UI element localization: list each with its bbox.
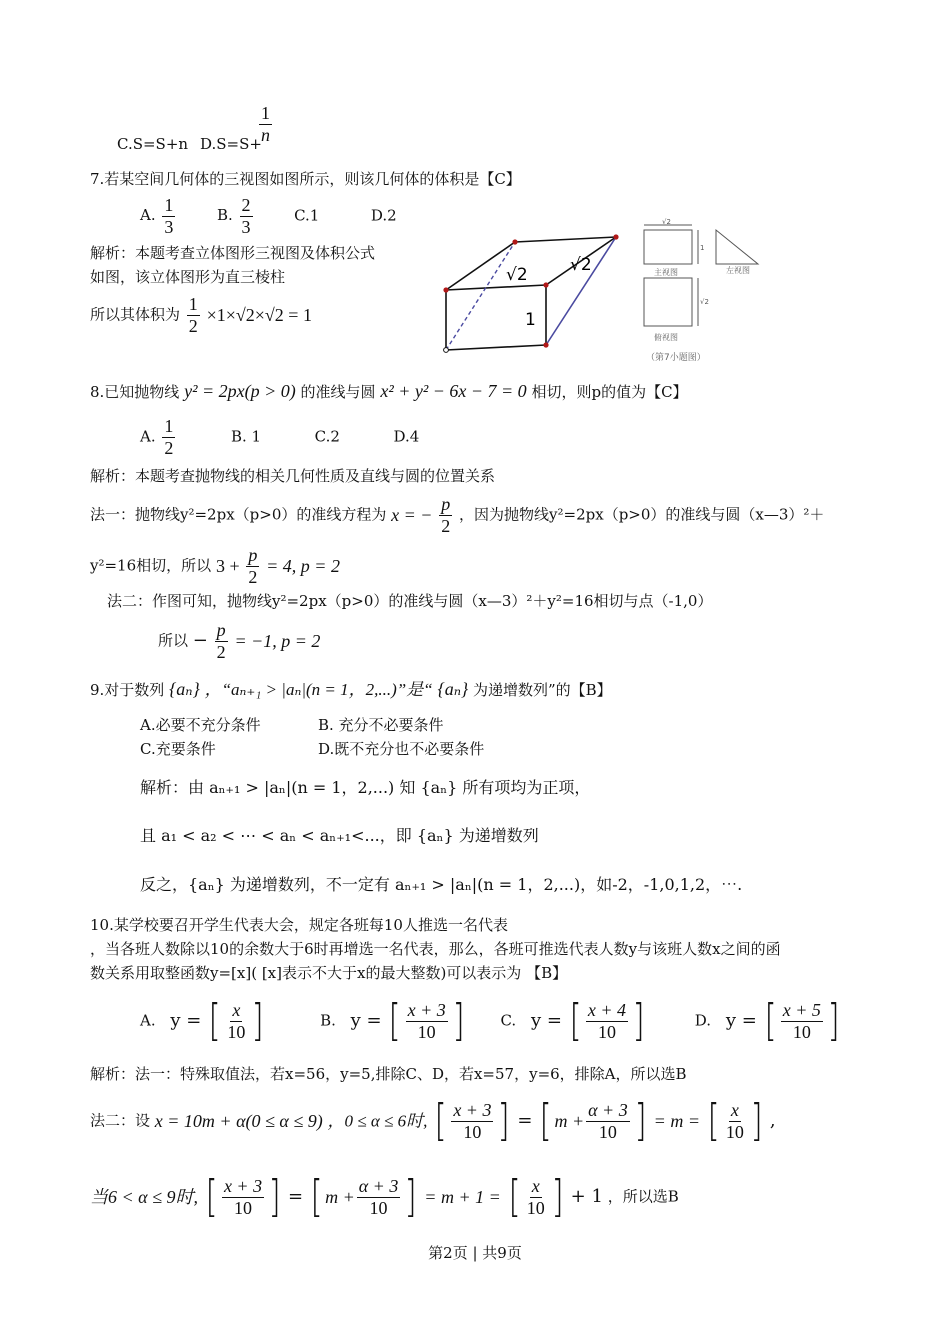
q8-method1-line1: 法一：抛物线y²=2px（p>0）的准线方程为 x = − $\frac{p}{2}$ ，因为抛物线y²=2px（p>0）的准线与圆（x—3）²＋ (90, 494, 825, 536)
q10-method2: 法二：设 x = 10m + α(0 ≤ α ≤ 9) ，0 ≤ α ≤ 6时, [ $\frac{x + 3}{10}$ ] = [ m + $\frac{\alpha + 3}{10}$ ] = m = [ $\frac{x}{10}$ ] , (90, 1095, 776, 1146)
prism-label-sqrt2-a: √2 (506, 265, 528, 285)
q7-volume: 所以其体积为 $\frac{1}{2}$ ×1×√2×√2 = 1 (90, 294, 312, 336)
q9-analysis-line3: 反之，{aₙ} 为递增数列，不一定有 aₙ₊₁ > |aₙ|(n = 1，2,...)，如-2，-1,0,1,2，⋯. (140, 875, 743, 894)
q7-prism-figure (430, 225, 630, 360)
q10-options: A. y = [ $\frac{x}{10}$ ] B. y = [ $\frac{x + 3}{10}$ ] C. y = [ $\frac{x + 4}{10}$ ] D. y = [ $\frac{x + 5}{10}$ ] (140, 995, 840, 1046)
q6-option-d-fraction: $\frac{1}{n}$ (261, 103, 270, 145)
q10-stem-line2: ，当各班人数除以10的余数大于6时再增选一名代表，那么，各班可推选代表人数y与该班人数x之间的函 (90, 940, 781, 958)
q10-stem-line1: 10.某学校要召开学生代表大会，规定各班每10人推选一名代表 (90, 916, 508, 934)
q9-option-c: C.充要条件 (140, 740, 216, 758)
q10-stem-line3: 数关系用取整函数y=[x]( [x]表示不大于x的最大整数)可以表示为 【B】 (90, 964, 568, 982)
q9-analysis-line1: 解析：由 aₙ₊₁ > |aₙ|(n = 1，2,...) 知 {aₙ} 所有项均为正项， (140, 778, 591, 797)
q8-stem: 8.已知抛物线 y² = 2px(p > 0) 的准线与圆 x² + y² − 6x − 7 = 0 相切，则p的值为【C】 (90, 381, 688, 401)
q7-analysis-line2: 如图，该立体图形为直三棱柱 (90, 268, 286, 286)
q9-option-b: B. 充分不必要条件 (318, 716, 444, 734)
prism-label-1: 1 (525, 310, 536, 330)
q10-method1: 解析：法一：特殊取值法，若x=56，y=5,排除C、D，若x=57，y=6，排除A，所以选B (90, 1065, 687, 1083)
q9-option-a: A.必要不充分条件 (140, 716, 261, 734)
q10-method2-case2: 当6 < α ≤ 9时, [ $\frac{x + 3}{10}$ ] = [ m + $\frac{\alpha + 3}{10}$ ] = m + 1 = [ $\frac{x}{10}$ ] + 1 ，所以选B (90, 1171, 679, 1222)
view-dim-sqrt2-side: √2 (700, 298, 709, 306)
q9-option-d: D.既不充分也不必要条件 (318, 740, 485, 758)
q8-method2-line1: 法二：作图可知，抛物线y²=2px（p>0）的准线与圆（x—3）²＋y²=16相切与点（-1,0） (107, 592, 713, 610)
q6-option-d: D.S=S+ (200, 135, 262, 153)
view-top-label: 俯视图 (654, 333, 678, 342)
q7-three-views (636, 218, 776, 366)
q8-options: A. $\frac{1}{2}$ B. 1 C.2 D.4 (140, 416, 420, 458)
view-front-label: 主视图 (654, 268, 678, 277)
q8-method1-line2: y²=16相切，所以 3 + $\frac{p}{2}$ = 4, p = 2 (90, 545, 340, 587)
q7-options: A. $\frac{1}{3}$ B. $\frac{2}{3}$ C.1 D.2 (140, 195, 397, 237)
prism-label-sqrt2-b: √2 (570, 255, 592, 275)
q8-method2-line2: 所以 − $\frac{p}{2}$ = −1, p = 2 (158, 620, 321, 662)
view-caption: （第7小题图） (646, 353, 706, 363)
q8-analysis: 解析：本题考查抛物线的相关几何性质及直线与圆的位置关系 (90, 467, 496, 485)
q9-stem: 9.对于数列 {aₙ} ，“aₙ₊₁ > |aₙ|(n = 1，2,...)”是“ {aₙ} 为递增数列”的【B】 (90, 679, 612, 699)
q7-stem: 7.若某空间几何体的三视图如图所示，则该几何体的体积是【C】 (90, 170, 521, 188)
view-side-label: 左视图 (726, 266, 750, 275)
view-dim-sqrt2-top: √2 (662, 218, 671, 226)
q7-analysis-line1: 解析：本题考查立体图形三视图及体积公式 (90, 244, 376, 262)
q6-option-c: C.S=S+n (117, 135, 189, 153)
q9-analysis-line2: 且 a₁ < a₂ < ⋯ < aₙ < aₙ₊₁<...，即 {aₙ} 为递增数列 (140, 826, 539, 845)
page-footer: 第2页 | 共9页 (428, 1244, 522, 1262)
view-dim-1: 1 (700, 244, 705, 252)
